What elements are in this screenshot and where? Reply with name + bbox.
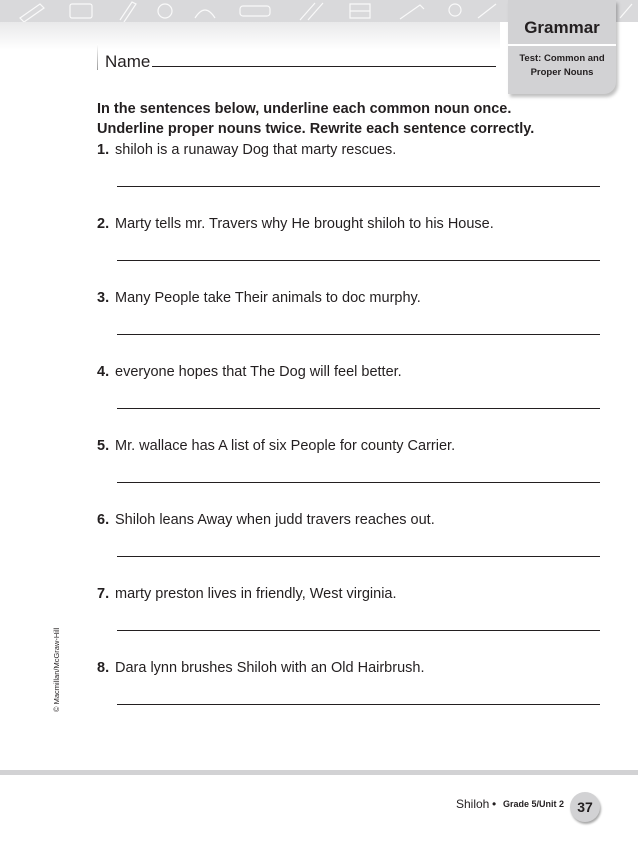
question-text: shiloh is a runaway Dog that marty rescues. [115,142,397,158]
answer-line[interactable] [117,186,600,187]
question-text: everyone hopes that The Dog will feel better. [115,364,402,380]
question-text: marty preston lives in friendly, West virginia. [115,586,397,602]
grammar-tab [508,0,616,94]
answer-line[interactable] [117,260,600,261]
question-5 [97,438,602,488]
name-field[interactable] [152,66,496,67]
subtitle-line-1: Test: Common and [519,53,605,64]
page-number-badge: 37 [570,792,600,822]
answer-line[interactable] [117,334,600,335]
header-fade [0,22,500,50]
question-6 [97,512,602,562]
answer-line[interactable] [117,408,600,409]
question-text: Many People take Their animals to doc murphy. [115,290,421,306]
instructions-line-1: In the sentences below, underline each common noun once. [97,101,512,117]
answer-line[interactable] [117,704,600,705]
footer-bullet: • [492,797,497,811]
question-number: 3. [97,290,110,306]
test-subtitle [512,52,612,80]
question-text: Mr. wallace has A list of six People for county Carrier. [115,438,456,454]
question-number: 4. [97,364,110,380]
question-text: Dara lynn brushes Shiloh with an Old Hairbrush. [115,660,425,676]
instructions-line-2: Underline proper nouns twice. Rewrite each sentence correctly. [97,121,535,137]
name-box-edge [97,44,98,70]
footer-divider [0,770,638,775]
question-number: 8. [97,660,110,676]
question-2 [97,216,602,266]
question-number: 6. [97,512,110,528]
question-3 [97,290,602,340]
question-number: 1. [97,142,110,158]
question-number: 2. [97,216,110,232]
copyright-notice: © Macmillan/McGraw-Hill [52,627,61,712]
name-label: Name [105,52,151,71]
question-8 [97,660,602,710]
answer-line[interactable] [117,556,600,557]
question-number: 5. [97,438,110,454]
answer-line[interactable] [117,630,600,631]
section-title: Grammar [524,18,600,37]
footer-grade: Grade 5/Unit 2 [503,799,565,809]
footer-title: Shiloh [456,797,490,811]
question-1 [97,142,602,192]
subtitle-line-2: Proper Nouns [530,67,594,78]
question-number: 7. [97,586,110,602]
question-4 [97,364,602,414]
answer-line[interactable] [117,482,600,483]
instructions [97,99,567,139]
question-text: Shiloh leans Away when judd travers reaches out. [115,512,435,528]
question-text: Marty tells mr. Travers why He brought shiloh to his House. [115,216,494,232]
question-7 [97,586,602,636]
tab-divider [508,44,616,46]
